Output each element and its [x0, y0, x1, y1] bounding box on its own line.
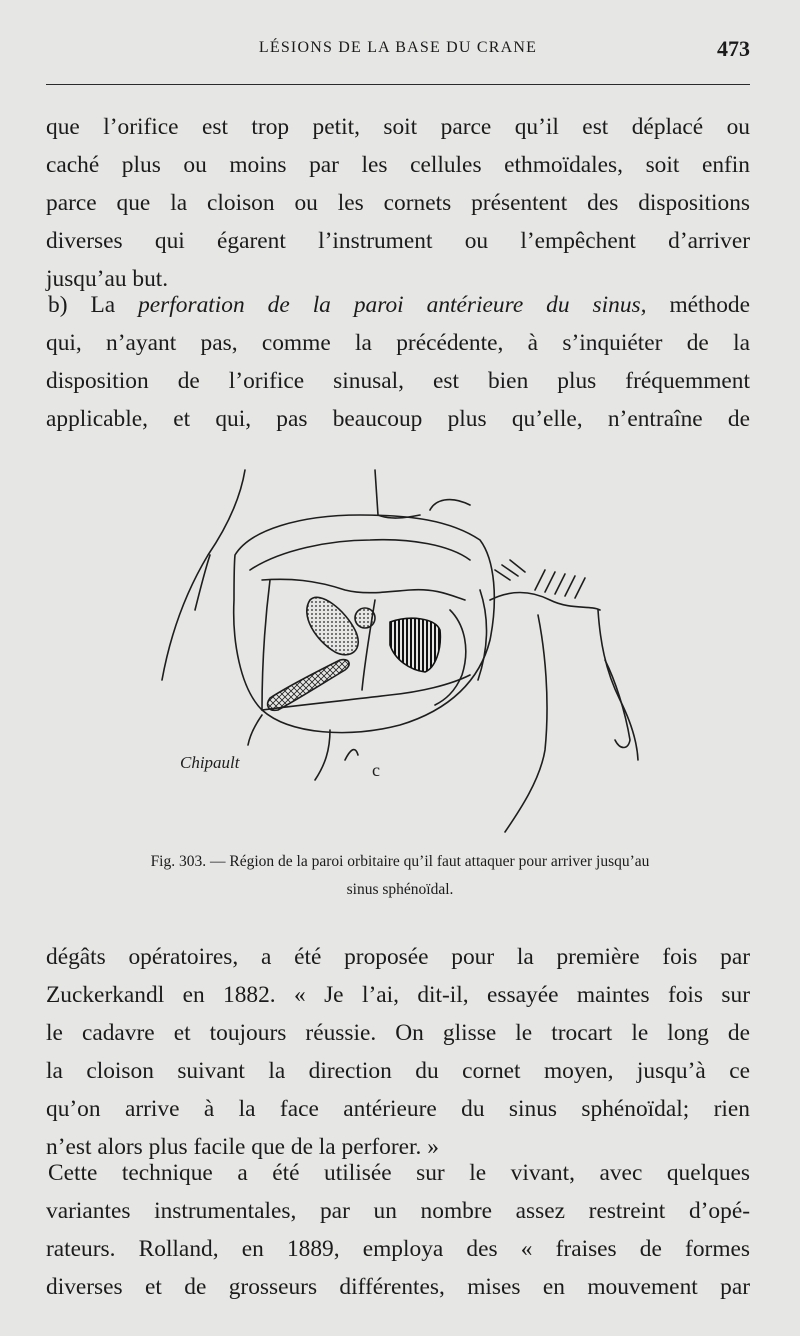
caption-line: sinus sphénoïdal.: [346, 881, 454, 898]
text-line: Zuckerkandl en 1882. « Je l’ai, dit-il, essayée maintes fois sur: [46, 982, 750, 1008]
header-rule: [46, 84, 750, 85]
caption-line: Fig. 303. — Région de la paroi orbitaire qu’il faut attaquer pour arriver jusqu’au: [150, 853, 650, 870]
text-line: applicable, et qui, pas beaucoup plus qu’elle, n’entraîne de: [46, 406, 750, 432]
para-lead: b) La: [48, 292, 139, 318]
text-line: diverses et de grosseurs différentes, mises en mouvement par: [46, 1274, 750, 1300]
text-line: le cadavre et toujours réussie. On glisse le trocart le long de: [46, 1020, 750, 1046]
figure-signature: Chipault: [180, 753, 240, 772]
paragraph-4: [46, 1154, 750, 1306]
text-line: qu’on arrive à la face antérieure du sinus sphénoïdal; rien: [46, 1096, 750, 1122]
figure-label-c: c: [372, 760, 380, 780]
text-line: caché plus ou moins par les cellules ethmoïdales, soit enfin: [46, 152, 750, 178]
italic-phrase: perforation de la paroi antérieure du sinus,: [138, 292, 647, 318]
orbital-wall-drawing: [150, 460, 650, 840]
paragraph-2: [46, 286, 750, 438]
text-line: diverses qui égarent l’instrument ou l’empêchent d’arriver: [46, 228, 750, 254]
text-line: jusqu’au but.: [46, 266, 169, 292]
figure-caption: [50, 848, 750, 904]
para-rest: méthode: [646, 292, 750, 318]
page-header: [46, 36, 750, 66]
paragraph-3: [46, 938, 750, 1166]
anatomical-figure: [150, 460, 650, 840]
text-line: qui, n’ayant pas, comme la précédente, à s’inquiéter de la: [46, 330, 750, 356]
text-line: dégâts opératoires, a été proposée pour la première fois par: [46, 944, 750, 970]
text-line: n’est alors plus facile que de la perforer. »: [46, 1134, 439, 1160]
text-line: la cloison suivant la direction du cornet moyen, jusqu’à ce: [46, 1058, 750, 1084]
text-line: Cette technique a été utilisée sur le vivant, avec quelques: [48, 1160, 750, 1186]
text-line: variantes instrumentales, par un nombre assez restreint d’opé-: [46, 1198, 750, 1224]
text-line: disposition de l’orifice sinusal, est bien plus fréquemment: [46, 368, 750, 394]
page-number: 473: [717, 36, 750, 61]
text-line: parce que la cloison ou les cornets présentent des dispositions: [46, 190, 750, 216]
running-title: LÉSIONS DE LA BASE DU CRANE: [258, 39, 538, 56]
text-line: [46, 286, 750, 324]
text-line: rateurs. Rolland, en 1889, employa des « fraises de formes: [46, 1236, 750, 1262]
paragraph-1: [46, 108, 750, 298]
text-line: que l’orifice est trop petit, soit parce qu’il est déplacé ou: [46, 114, 750, 140]
